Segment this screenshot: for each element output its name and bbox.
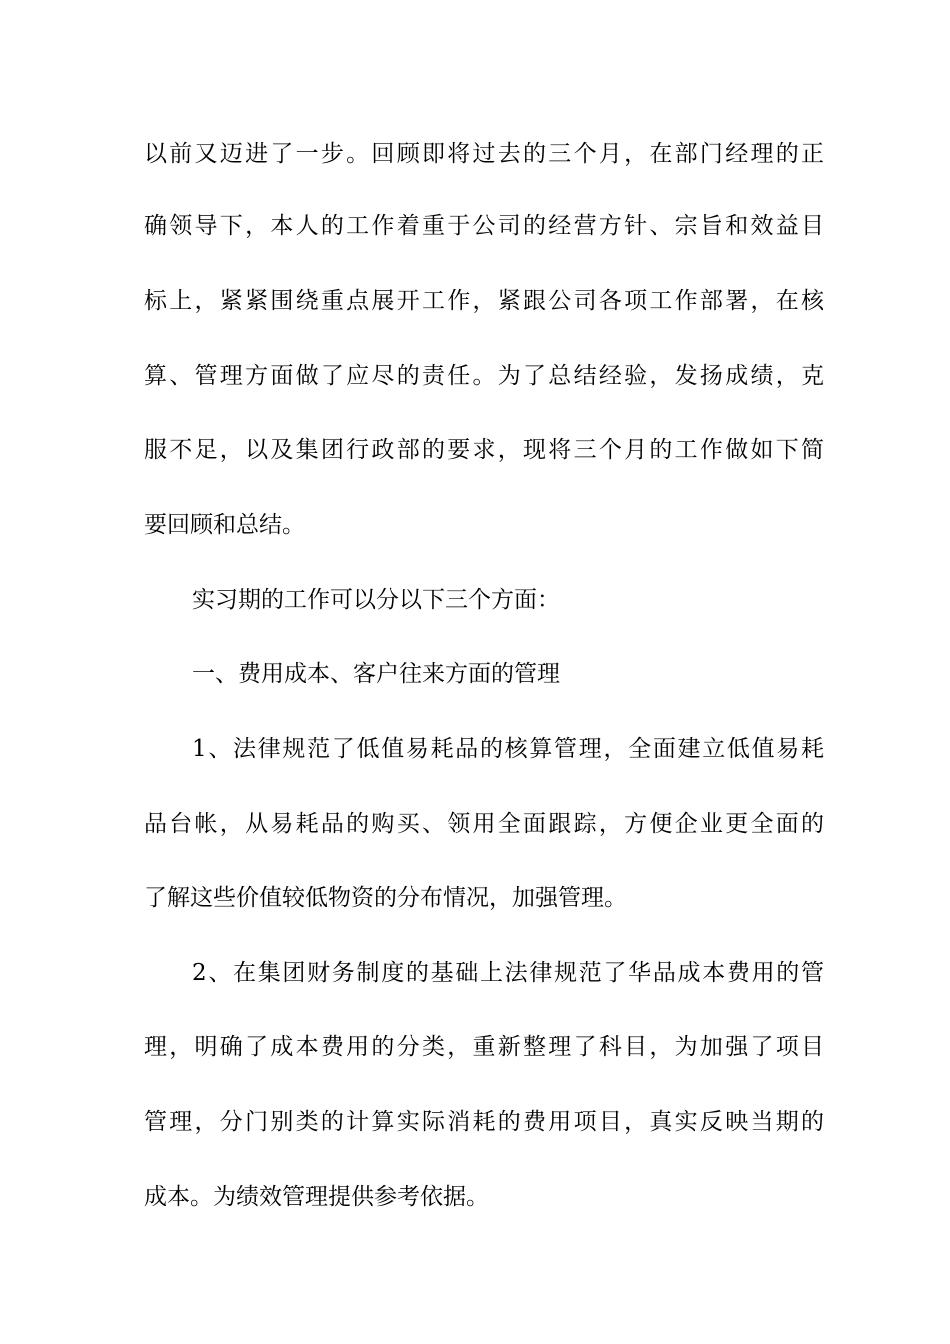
paragraph-line-2: 确领导下，本人的工作着重于公司的经营方针、宗旨和效益目: [144, 213, 824, 239]
item-1-line-3: 了解这些价值较低物资的分布情况，加强管理。: [144, 885, 627, 911]
paragraph-line-6: 要回顾和总结。: [144, 512, 305, 538]
section-intro-line: 实习期的工作可以分以下三个方面：: [192, 587, 560, 613]
item-2-line-1: 2、在集团财务制度的基础上法律规范了华品成本费用的管: [192, 960, 824, 986]
item-2-line-3: 管理，分门别类的计算实际消耗的费用项目，真实反映当期的: [144, 1109, 824, 1135]
paragraph-line-3: 标上，紧紧围绕重点展开工作，紧跟公司各项工作部署，在核: [144, 288, 824, 314]
paragraph-line-5: 服不足，以及集团行政部的要求，现将三个月的工作做如下简: [144, 437, 824, 463]
paragraph-line-1: 以前又迈进了一步。回顾即将过去的三个月，在部门经理的正: [144, 141, 824, 167]
item-1-line-1: 1、法律规范了低值易耗品的核算管理，全面建立低值易耗: [192, 736, 824, 762]
paragraph-line-4: 算、管理方面做了应尽的责任。为了总结经验，发扬成绩，克: [144, 363, 824, 389]
item-2-line-4: 成本。为绩效管理提供参考依据。: [144, 1184, 489, 1210]
item-1-line-2: 品台帐，从易耗品的购买、领用全面跟踪，方便企业更全面的: [144, 811, 824, 837]
section-heading-1: 一、费用成本、客户往来方面的管理: [192, 661, 560, 687]
item-2-line-2: 理，明确了成本费用的分类，重新整理了科目，为加强了项目: [144, 1034, 824, 1060]
